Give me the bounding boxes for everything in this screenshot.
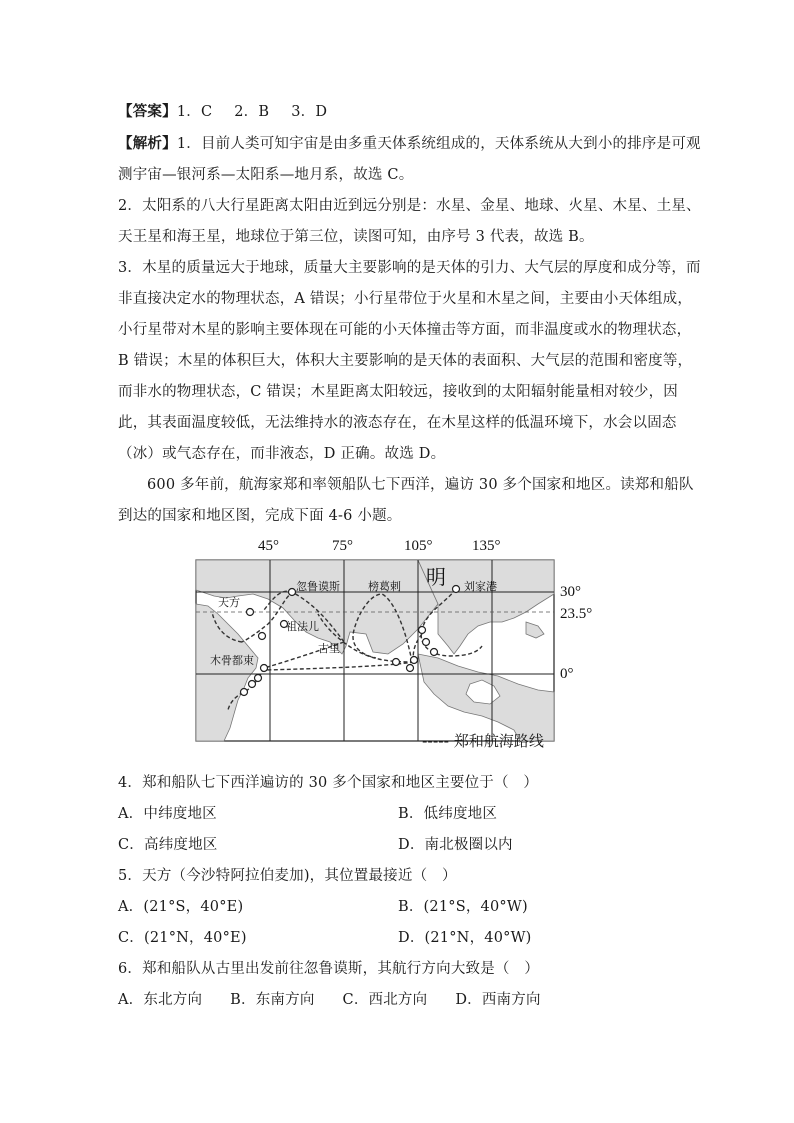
answer-label: 【答案】 (118, 103, 177, 120)
analysis-line: 天王星和海王星，地球位于第三位，读图可知，由序号 3 代表，故选 B。 (118, 229, 594, 245)
document-page (118, 96, 701, 1016)
option: B．低纬度地区 (398, 806, 498, 822)
port-f (393, 659, 400, 666)
analysis-line: （冰）或气态存在，而非液态，D 正确。故选 D。 (118, 446, 446, 462)
option: D．(21°N，40°W) (398, 930, 532, 946)
question-4-options-row-1 (118, 799, 678, 830)
label-guli: 古里 (318, 642, 340, 655)
lat-labels (560, 584, 592, 682)
answer-1: 1．C (176, 104, 213, 120)
lon-label-45: 45° (258, 538, 279, 554)
lon-label-75: 75° (332, 538, 353, 554)
option: D．南北极圈以内 (398, 837, 513, 853)
answer-line (118, 96, 678, 128)
option: C．高纬度地区 (118, 837, 218, 853)
port-c (431, 649, 438, 656)
analysis-line-1 (118, 128, 701, 160)
option: A．中纬度地区 (118, 806, 217, 822)
label-zufaer: 祖法儿 (286, 620, 319, 633)
analysis-line: 此，其表面温度较低，无法维持水的液态存在，在木星这样的低温环境下，水会以固态 (118, 415, 677, 431)
lon-labels (258, 538, 501, 554)
label-tianfang: 天方 (218, 596, 240, 609)
option: D．西南方向 (455, 992, 541, 1008)
analysis-line: B 错误；木星的体积巨大，体积大主要影响的是天体的表面积、大气层的范围和密度等， (118, 353, 693, 369)
map-svg (118, 534, 678, 768)
lon-label-135: 135° (472, 538, 501, 554)
option: C．西北方向 (342, 992, 428, 1008)
analysis-line: 测宇宙—银河系—太阳系—地月系，故选 C。 (118, 167, 414, 183)
answer-3: 3．D (291, 104, 328, 120)
intro-line-2: 到达的国家和地区图，完成下面 4-6 小题。 (118, 508, 402, 524)
lat-label-30: 30° (560, 584, 581, 600)
zhenghe-route-map (118, 534, 678, 768)
analysis-line: 3．木星的质量远大于地球，质量大主要影响的是天体的引力、大气层的厚度和成分等，而 (118, 260, 701, 276)
port-d (411, 657, 418, 664)
port-tianfang (247, 609, 254, 616)
analysis-text: 1．目前人类可知宇宙是由多重天体系统组成的，天体系统从大到小的排序是可观 (176, 136, 701, 152)
port-j (241, 689, 248, 696)
port-e (407, 665, 414, 672)
question-6-options (118, 985, 678, 1016)
question-5-options-row-2 (118, 923, 678, 954)
question-6-stem: 6．郑和船队从古里出发前往忽鲁谟斯，其航行方向大致是（ ） (118, 961, 540, 977)
question-5-options-row-1 (118, 892, 678, 923)
analysis-line: 而非水的物理状态，C 错误；木星距离太阳较远，接收到的太阳辐射能量相对较少，因 (118, 384, 679, 400)
lon-label-105: 105° (404, 538, 433, 554)
option: B．东南方向 (230, 992, 315, 1008)
option: A．东北方向 (118, 992, 203, 1008)
label-liujiagang: 刘家港 (464, 580, 497, 593)
port-mugudushu (261, 665, 268, 672)
port-hulumosi (289, 589, 296, 596)
port-i (249, 681, 256, 688)
lat-label-0: 0° (560, 666, 574, 682)
port-b (423, 639, 430, 646)
question-4-stem: 4．郑和船队七下西洋遍访的 30 多个国家和地区主要位于（ ） (118, 775, 539, 791)
port-h (255, 675, 262, 682)
analysis-line: 2．太阳系的八大行星距离太阳由近到远分别是：水星、金星、地球、火星、木星、土星、 (118, 198, 701, 214)
label-mugudushu: 木骨都束 (210, 654, 254, 667)
option: C．(21°N，40°E) (118, 930, 247, 946)
lat-label-23-5: 23.5° (560, 606, 593, 622)
option: B．(21°S，40°W) (398, 899, 528, 915)
question-4-options-row-2 (118, 830, 678, 861)
analysis-line: 小行星带对木星的影响主要体现在可能的小天体撞击等方面，而非温度或水的物理状态， (118, 322, 692, 338)
analysis-label: 【解析】 (118, 135, 177, 152)
label-bangela: 榜葛剌 (368, 580, 401, 593)
map-legend: ----- 郑和航海路线 (422, 732, 544, 750)
question-5-stem: 5．天方（今沙特阿拉伯麦加)，其位置最接近（ ） (118, 868, 457, 884)
port-g (259, 633, 266, 640)
analysis-line: 非直接决定水的物理状态，A 错误；小行星带位于火星和木星之间，主要由小天体组成， (118, 291, 693, 307)
label-ming: 明 (426, 565, 446, 589)
port-liujiagang (453, 586, 460, 593)
answer-2: 2．B (234, 104, 270, 120)
port-a (419, 627, 426, 634)
intro-line-1: 600 多年前，航海家郑和率领船队七下西洋，遍访 30 多个国家和地区。读郑和船队 (147, 477, 694, 493)
label-hulumosi: 忽鲁谟斯 (296, 580, 340, 593)
option: A．(21°S，40°E) (118, 899, 244, 915)
